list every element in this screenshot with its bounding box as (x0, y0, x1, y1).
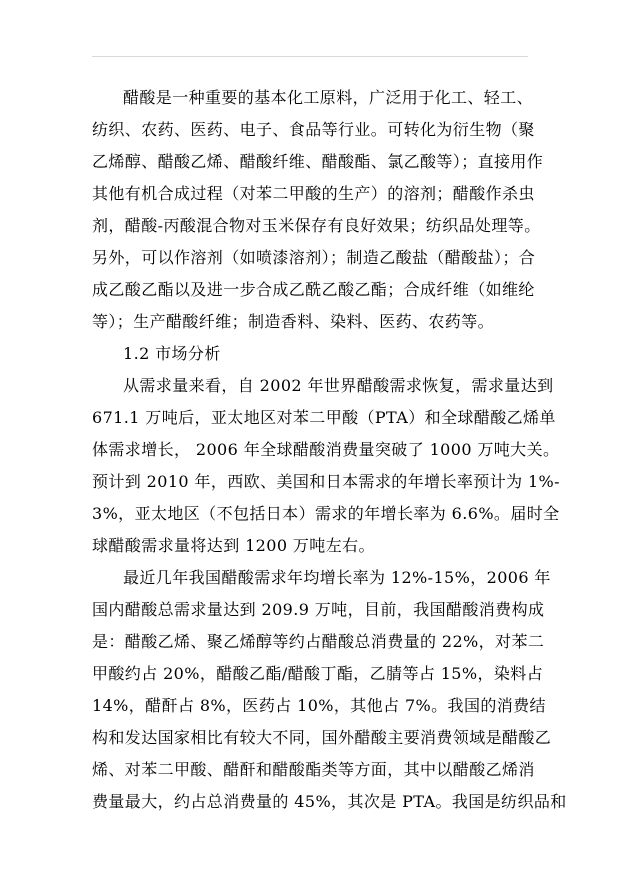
text-line: 是：醋酸乙烯、聚乙烯醇等约占醋酸总消费量的 22%，对苯二 (92, 632, 545, 651)
section-heading (92, 338, 529, 370)
text-line: 剂，醋酸-丙酸混合物对玉米保存有良好效果；纺织品处理等。 (92, 216, 541, 235)
section-heading-text: 1.2 市场分析 (123, 344, 221, 363)
text-line: 醋酸是一种重要的基本化工原料，广泛用于化工、轻工、 (123, 88, 534, 107)
document-body (92, 82, 567, 818)
text-line: 体需求增长， 2006 年全球醋酸消费量突破了 1000 万吨大关。 (92, 440, 560, 459)
text-line: 3%，亚太地区（不包括日本）需求的年增长率为 6.6%。届时全 (92, 504, 560, 523)
header-rule (92, 56, 528, 57)
text-line: 从需求量来看，自 2002 年世界醋酸需求恢复，需求量达到 (123, 376, 554, 395)
text-line: 国内醋酸总需求量达到 209.9 万吨，目前，我国醋酸消费构成 (92, 600, 545, 619)
text-line: 球醋酸需求量将达到 1200 万吨左右。 (92, 536, 375, 555)
paragraph-china-demand (92, 562, 567, 818)
text-line: 构和发达国家相比有较大不同，国外醋酸主要消费领域是醋酸乙 (92, 728, 552, 747)
text-line: 其他有机合成过程（对苯二甲酸的生产）的溶剂；醋酸作杀虫 (92, 184, 535, 203)
text-line: 纺织、农药、医药、电子、食品等行业。可转化为衍生物（聚 (92, 120, 535, 139)
text-line: 甲酸约占 20%，醋酸乙酯/醋酸丁酯，乙腈等占 15%，染料占 (92, 664, 544, 683)
text-line: 乙烯醇、醋酸乙烯、醋酸纤维、醋酸酯、氯乙酸等）；直接用作 (92, 152, 544, 171)
text-line: 烯、对苯二甲酸、醋酐和醋酸酯类等方面，其中以醋酸乙烯消 (92, 760, 535, 779)
text-line: 最近几年我国醋酸需求年均增长率为 12%-15%，2006 年 (123, 568, 551, 587)
paragraph-global-demand (92, 370, 560, 562)
paragraph-intro (92, 82, 544, 338)
text-line: 费量最大，约占总消费量的 45%，其次是 PTA。我国是纺织品和 (92, 792, 567, 811)
text-line: 等）；生产醋酸纤维；制造香料、染料、医药、农药等。 (92, 312, 495, 331)
text-line: 另外，可以作溶剂（如喷漆溶剂）；制造乙酸盐（醋酸盐）；合 (92, 248, 536, 267)
text-line: 预计到 2010 年，西欧、美国和日本需求的年增长率预计为 1%- (92, 472, 560, 491)
text-line: 671.1 万吨后，亚太地区对苯二甲酸（PTA）和全球醋酸乙烯单 (92, 408, 556, 427)
text-line: 14%，醋酐占 8%，医药占 10%，其他占 7%。我国的消费结 (92, 696, 546, 715)
text-line: 成乙酸乙酯以及进一步合成乙酰乙酸乙酯；合成纤维（如维纶 (92, 280, 535, 299)
